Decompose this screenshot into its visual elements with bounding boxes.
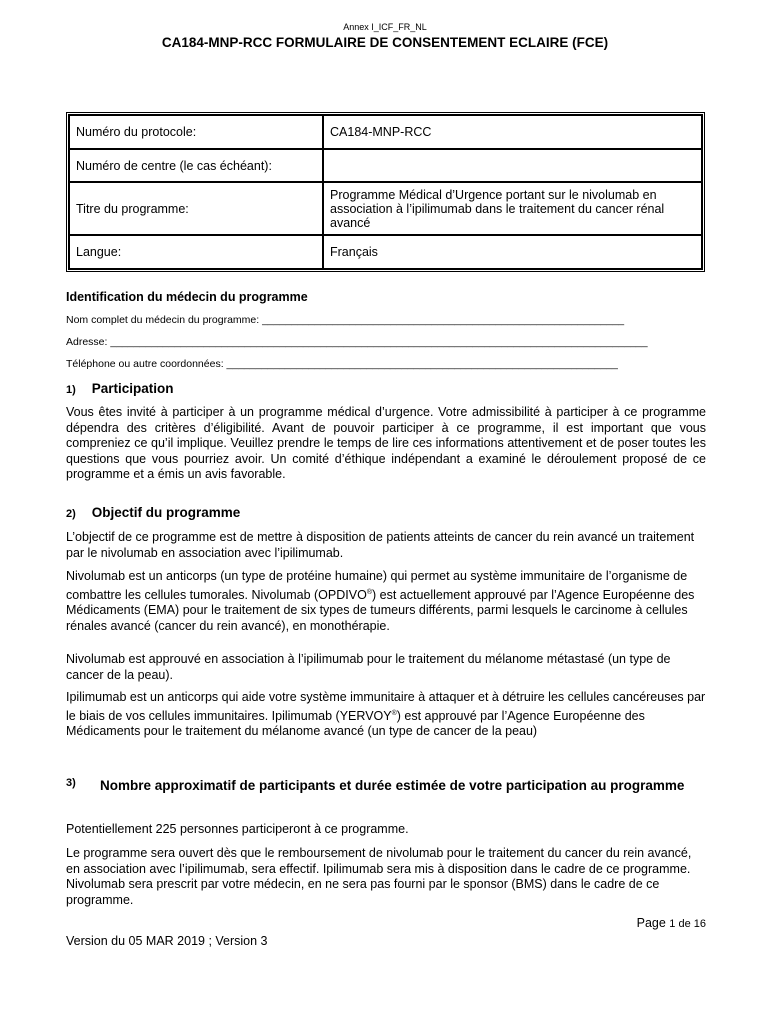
section-1-heading xyxy=(66,381,706,396)
protocol-info-table xyxy=(66,112,705,272)
annex-label: Annex I_ICF_FR_NL xyxy=(343,22,427,32)
program-title-value: Programme Médical d’Urgence portant sur le nivolumab en association à l’ipilimumab dans le traitement du cancer rénal avancé xyxy=(323,182,702,235)
language-value: Français xyxy=(323,235,702,269)
section-title: Nombre approximatif de participants et durée estimée de votre participation au programme xyxy=(100,778,685,793)
centre-number-label: Numéro de centre (le cas échéant): xyxy=(69,149,323,182)
version-footer: Version du 05 MAR 2019 ; Version 3 xyxy=(66,934,268,948)
section-2-paragraph-1: L’objectif de ce programme est de mettre à disposition de patients atteints de cancer du rein avancé un traitement par le nivolumab en association avec l’ipilimumab. xyxy=(66,530,695,560)
text-run: Nivolumab est un anticorps (un type de protéine humaine) qui permet au système immunitaire de l’organisme de combattre les cellules tumorales. Nivolumab (OPDIVO xyxy=(66,569,688,602)
table-row xyxy=(69,149,702,182)
document-title: CA184-MNP-RCC FORMULAIRE DE CONSENTEMENT ECLAIRE (FCE) xyxy=(161,35,609,50)
table-row xyxy=(69,115,702,149)
page-number xyxy=(500,916,706,930)
text-run: ) est approuvé par l’Agence Européenne des Médicaments pour le traitement du mélanome avancé (un type de cancer de la peau) xyxy=(66,708,645,739)
physician-identification-heading: Identification du médecin du programme xyxy=(66,290,308,304)
table-row xyxy=(69,235,702,269)
section-2-paragraph-3: Nivolumab est approuvé en association à l’ipilimumab pour le traitement du mélanome métastasé (un type de cancer de la peau). xyxy=(66,652,671,682)
section-3-paragraph-2: Le programme sera ouvert dès que le remboursement de nivolumab pour le traitement du cancer du rein avancé, en association avec l’ipilimumab, sera effectif. Ipilimumab sera mis à disposition dans le cadre de ce programme. Nivolumab sera prescrit par votre médecin, en ne sera pas fourni par le sponsor (BMS) dans le cadre de ce programme. xyxy=(66,846,692,907)
centre-number-value xyxy=(323,149,702,182)
physician-address-line: Adresse: ____________________________________________________________________________________________ xyxy=(66,336,648,348)
page-label: Page xyxy=(636,916,666,930)
section-number: 3) xyxy=(66,777,76,789)
physician-phone-line: Téléphone ou autre coordonnées: ___________________________________________________________________ xyxy=(66,358,618,370)
page-count: 1 de 16 xyxy=(669,918,706,930)
program-title-label: Titre du programme: xyxy=(69,182,323,235)
language-label: Langue: xyxy=(69,235,323,269)
section-3-heading xyxy=(66,777,706,794)
section-1-text: Vous êtes invité à participer à un programme médical d’urgence. Votre admissibilité à participer à ce programme dépendra des critères d’éligibilité. Avant de pouvoir participer à ce programme, il est important que vous compreniez ce qu’il implique. Veuillez prendre le temps de lire ces informations attentivement et de poser toutes les questions que vous pourriez avoir. Un comité d’éthique indépendant a examiné le déroulement proposé de ce programme et a émis un avis favorable. xyxy=(66,405,706,481)
section-number: 2) xyxy=(66,508,76,520)
table-row xyxy=(69,182,702,235)
text-run: Ipilimumab est un anticorps qui aide votre système immunitaire à attaquer et à détruire les cellules cancéreuses par le biais de vos cellules immunitaires. Ipilimumab (YERVOY xyxy=(66,690,706,723)
section-3-paragraph-1: Potentiellement 225 personnes participeront à ce programme. xyxy=(66,822,409,836)
section-title: Participation xyxy=(91,381,174,396)
section-number: 1) xyxy=(66,384,76,396)
section-2-heading xyxy=(66,505,706,520)
text-run: ) est actuellement approuvé par l’Agence Européenne des Médicaments (EMA) pour le traitement de six types de tumeurs différents, parmi lesquels le carcinome à cellules rénales avancé (cancer du rein avancé), en monothérapie. xyxy=(66,587,695,633)
section-2-paragraph-4 xyxy=(66,690,706,740)
registered-mark: ® xyxy=(366,588,372,596)
section-title: Objectif du programme xyxy=(91,505,241,520)
protocol-number-value: CA184-MNP-RCC xyxy=(323,115,702,149)
physician-name-line: Nom complet du médecin du programme: ______________________________________________________________ xyxy=(66,314,625,326)
registered-mark: ® xyxy=(391,709,397,717)
protocol-number-label: Numéro du protocole: xyxy=(69,115,323,149)
section-2-paragraph-2 xyxy=(66,569,706,634)
